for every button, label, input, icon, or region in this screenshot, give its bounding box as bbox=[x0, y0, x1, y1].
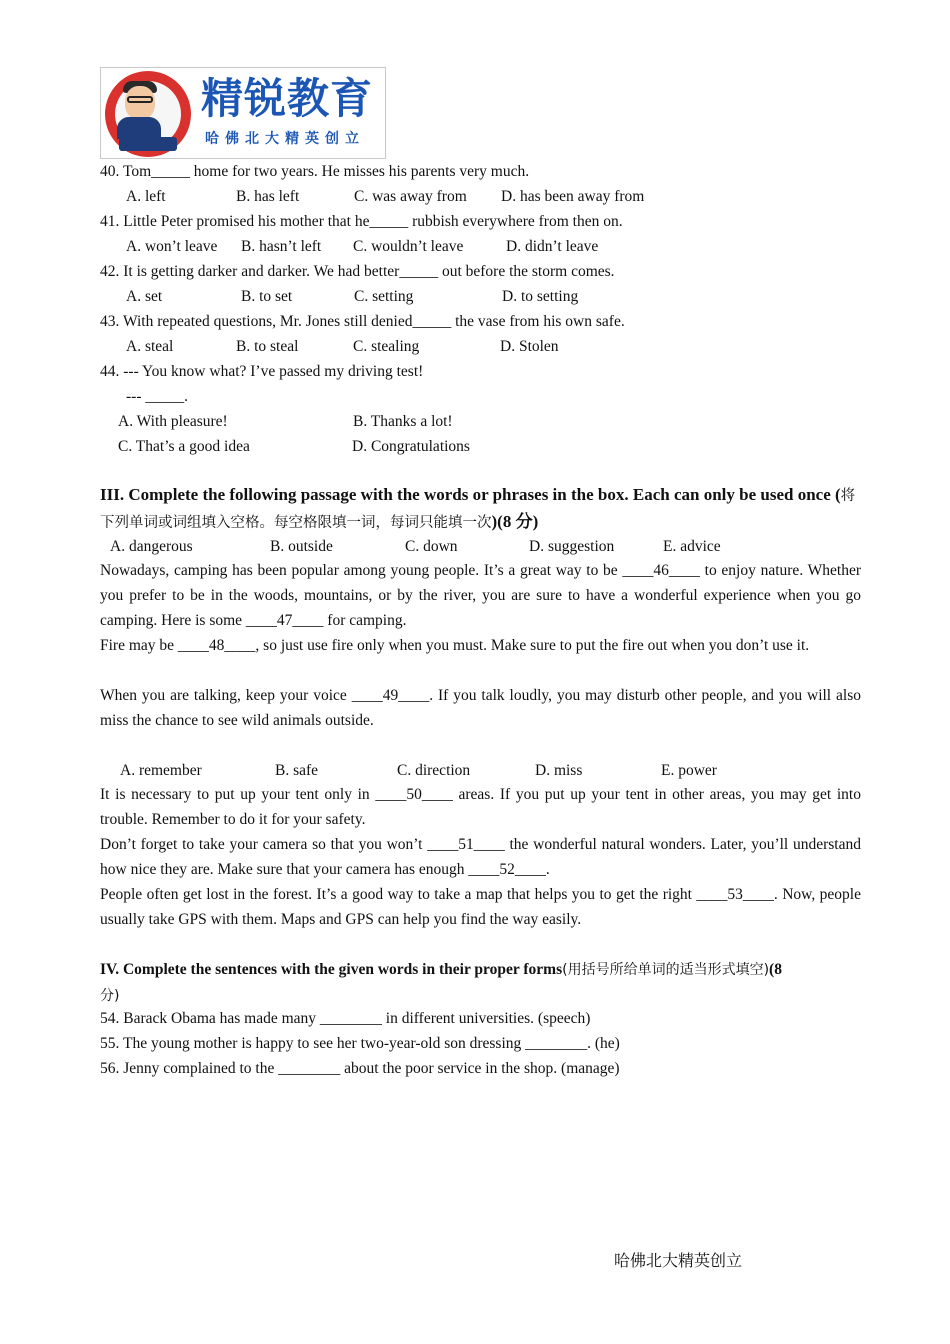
question-40: 40. Tom_____ home for two years. He misses his parents very much. bbox=[100, 163, 530, 180]
passage-paragraph: People often get lost in the forest. It’s a good way to take a map that helps you to get the right ____53____. Now, people usually take GPS with them. Maps and GPS can help you find the way easily. bbox=[100, 886, 861, 928]
passage-paragraph: Nowadays, camping has been popular among young people. It’s a great way to be ____46____ to enjoy nature. Whether you prefer to be in the woods, mountains, or by the river, you are sure to have a wonderful experience when you go camping. Here is some ____47____ for camping. bbox=[100, 562, 861, 629]
option: B. has left bbox=[236, 188, 300, 205]
question-54: 54. Barack Obama has made many ________ in different universities. (speech) bbox=[100, 1010, 591, 1027]
section-3-heading-cn: 将下列单词或词组填入空格。每空格限填一词，每词只能填一次 bbox=[100, 488, 856, 531]
question-55: 55. The young mother is happy to see her two-year-old son dressing ________. (he) bbox=[100, 1035, 620, 1052]
option: D. has been away from bbox=[501, 188, 645, 205]
option: D. to setting bbox=[502, 288, 579, 305]
passage-paragraph: Fire may be ____48____, so just use fire only when you must. Make sure to put the fire out when you don’t use it. bbox=[100, 637, 810, 654]
option: B. hasn’t left bbox=[241, 238, 322, 255]
option: D. Stolen bbox=[500, 338, 559, 355]
option: D. Congratulations bbox=[352, 438, 470, 455]
logo-title: 精锐教育 bbox=[201, 74, 374, 123]
brand-logo bbox=[100, 67, 386, 159]
section-4-heading bbox=[100, 957, 861, 1009]
word-box-item: A. dangerous bbox=[110, 538, 193, 555]
section-4-heading-cn: (用括号所给单词的适当形式填空) bbox=[562, 962, 770, 978]
option: A. set bbox=[126, 288, 163, 305]
page-footer: 哈佛北大精英创立 bbox=[614, 1251, 743, 1270]
option: D. didn’t leave bbox=[506, 238, 599, 255]
word-box-item: D. miss bbox=[535, 762, 583, 779]
question-41: 41. Little Peter promised his mother that he_____ rubbish everywhere from then on. bbox=[100, 213, 623, 230]
logo-subtitle: 哈佛北大精英创立 bbox=[205, 131, 365, 147]
word-box-item: E. advice bbox=[663, 538, 721, 555]
passage-paragraph: Don’t forget to take your camera so that you won’t ____51____ the wonderful natural wonders. Later, you’ll understand how nice they are. Make sure that your camera has enough ____52____. bbox=[100, 836, 861, 878]
word-box-item: D. suggestion bbox=[529, 538, 615, 555]
section-3-heading bbox=[100, 482, 861, 536]
logo-seal-icon bbox=[105, 71, 191, 157]
word-box-item: A. remember bbox=[120, 762, 202, 779]
word-box-item: C. direction bbox=[397, 762, 471, 779]
passage-paragraph: When you are talking, keep your voice ____49____. If you talk loudly, you may disturb other people, and you will also miss the chance to see wild animals outside. bbox=[100, 687, 861, 729]
option: C. setting bbox=[354, 288, 414, 305]
question-44: 44. --- You know what? I’ve passed my driving test! bbox=[100, 363, 424, 380]
option: C. was away from bbox=[354, 188, 467, 205]
word-box-item: C. down bbox=[405, 538, 458, 555]
section-3-heading-end: )(8 分) bbox=[491, 512, 539, 531]
section-3-heading-text: III. Complete the following passage with the words or phrases in the box. Each can only be used once ( bbox=[100, 485, 841, 504]
word-box-item: B. safe bbox=[275, 762, 319, 779]
passage-paragraph: It is necessary to put up your tent only in ____50____ areas. If you put up your tent in other areas, you may get into trouble. Remember to do it for your safety. bbox=[100, 786, 861, 828]
word-box-item: E. power bbox=[661, 762, 717, 779]
option: A. left bbox=[126, 188, 166, 205]
section-4-heading-cn2: 分) bbox=[100, 988, 120, 1004]
option: A. won’t leave bbox=[126, 238, 218, 255]
question-42: 42. It is getting darker and darker. We had better_____ out before the storm comes. bbox=[100, 263, 615, 280]
option: C. stealing bbox=[353, 338, 420, 355]
section-4-heading-text: IV. Complete the sentences with the given words in their proper forms bbox=[100, 961, 563, 978]
option: C. That’s a good idea bbox=[118, 438, 250, 455]
option: B. to steal bbox=[236, 338, 299, 355]
option: B. Thanks a lot! bbox=[353, 413, 453, 430]
option: B. to set bbox=[241, 288, 293, 305]
question-44-reply: --- _____. bbox=[126, 388, 188, 405]
word-box-item: B. outside bbox=[270, 538, 333, 555]
question-43: 43. With repeated questions, Mr. Jones still denied_____ the vase from his own safe. bbox=[100, 313, 625, 330]
option: A. steal bbox=[126, 338, 174, 355]
option: A. With pleasure! bbox=[118, 413, 228, 430]
section-4-heading-end: (8 bbox=[769, 961, 782, 978]
option: C. wouldn’t leave bbox=[353, 238, 464, 255]
question-56: 56. Jenny complained to the ________ about the poor service in the shop. (manage) bbox=[100, 1060, 620, 1077]
